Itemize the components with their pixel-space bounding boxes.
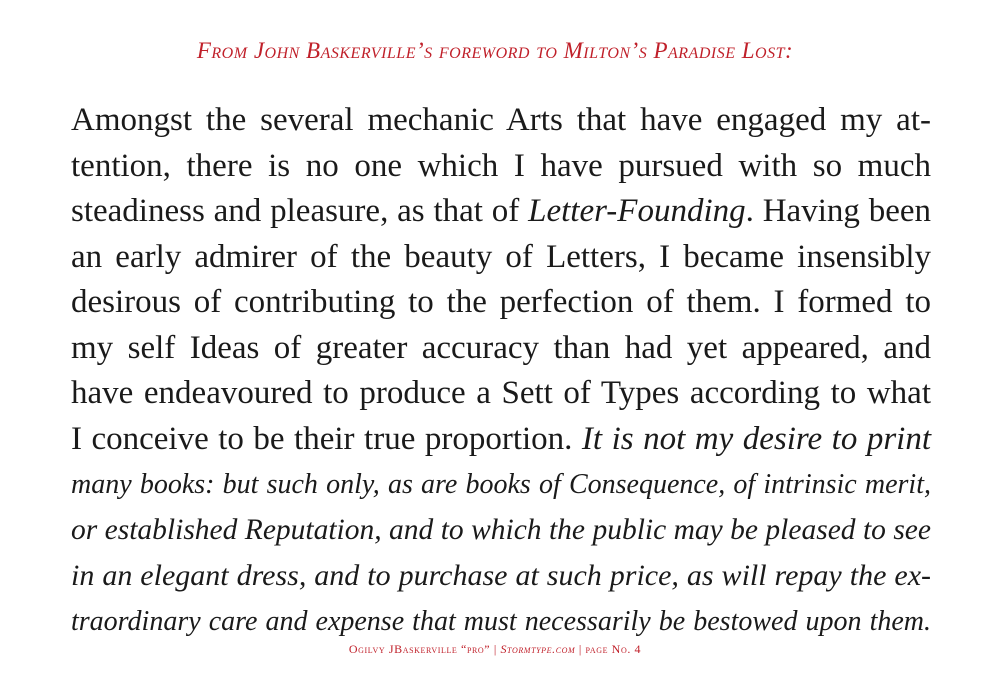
quote-line-6: my self Ideas of greater accuracy than had yet appeared, and	[71, 329, 931, 366]
page-footer	[0, 642, 990, 657]
quote-line-4: an early admirer of the beauty of Letters, I became insensibly	[71, 238, 931, 275]
footer-site-link[interactable]: Stormtype.com	[500, 642, 576, 656]
page-heading: From John Baskerville’s foreword to Milton’s Paradise Lost:	[196, 38, 794, 63]
quote-line-3-pre: steadiness and pleasure, as that of	[71, 193, 529, 229]
footer-font-name: Ogilvy JBaskerville “pro”	[348, 642, 491, 656]
quote-line-9: many books: but such only, as are books of Consequence, of intrinsic merit,	[71, 469, 931, 500]
quote-line-12: traordinary care and expense that must necessarily be bestowed upon them.	[71, 605, 931, 637]
quote-line-3-post: . Having been	[745, 193, 931, 229]
quote-line-8	[71, 417, 931, 463]
quote-line-8-emphasis: It is not my desire to print	[581, 420, 931, 457]
quote-line-8-pre: I conceive to be their true proportion.	[71, 420, 582, 457]
quote-line-10: or established Reputation, and to which the public may be pleased to see	[71, 513, 931, 546]
quote-line-1: Amongst the several mechanic Arts that have engaged my at-	[71, 102, 931, 138]
quote-body	[71, 98, 931, 644]
quote-line-11: in an elegant dress, and to purchase at such price, as will repay the ex-	[71, 559, 931, 592]
quote-line-7: have endeavoured to produce a Sett of Types according to what	[71, 375, 931, 411]
quote-line-3	[71, 189, 931, 235]
footer-separator-2: |	[575, 642, 586, 656]
quote-line-2: tention, there is no one which I have pursued with so much	[71, 147, 931, 184]
footer-page-number: page No. 4	[585, 642, 642, 656]
quote-line-3-emphasis: Letter-Founding	[528, 193, 746, 229]
footer-separator-1: |	[490, 642, 501, 656]
quote-line-5: desirous of contributing to the perfection of them. I formed to	[71, 284, 931, 320]
